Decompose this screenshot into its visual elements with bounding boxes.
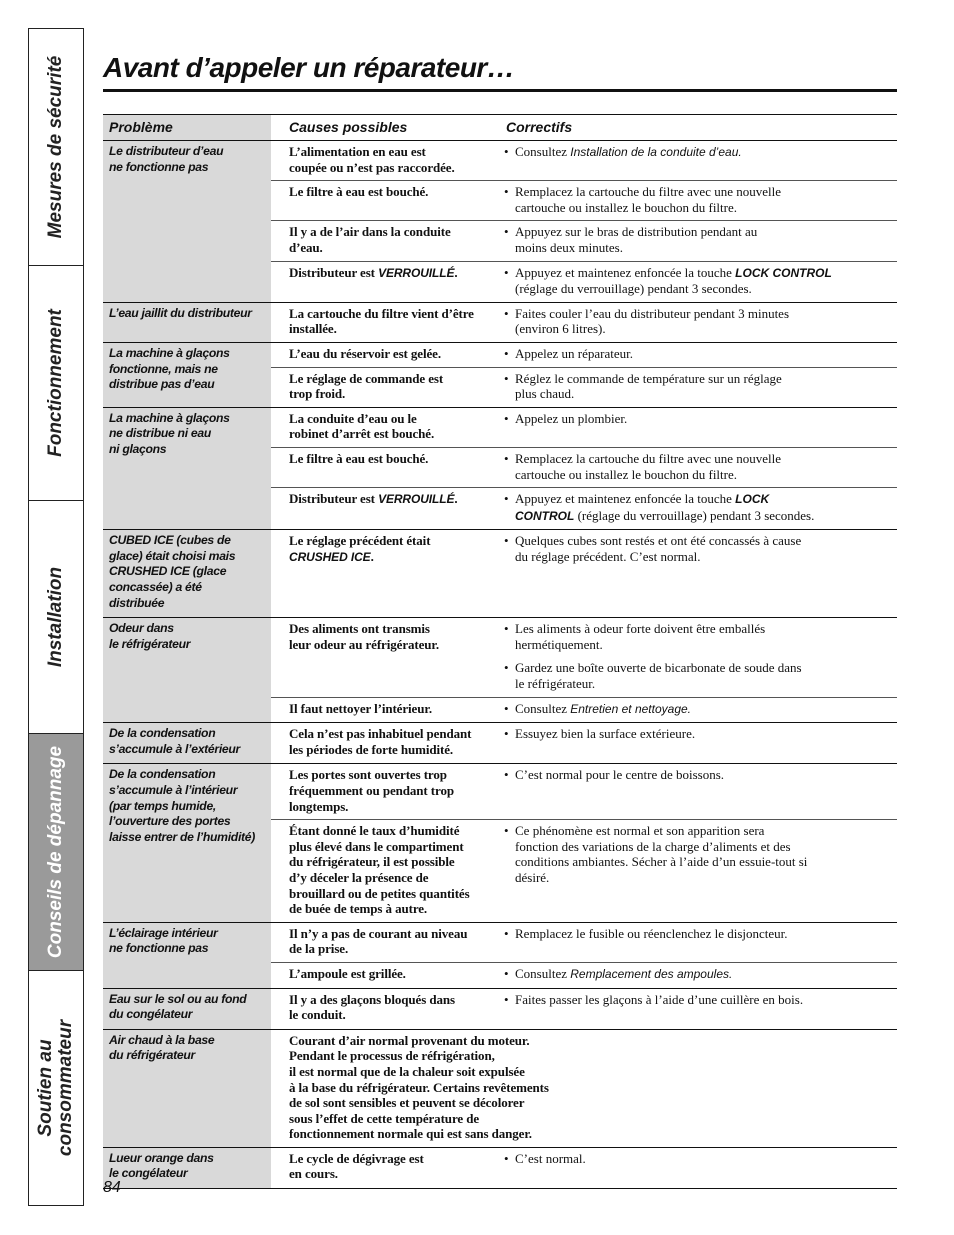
cause-cell: Le réglage de commande est trop froid. (289, 370, 444, 402)
fix-item (504, 411, 895, 427)
fix-item (504, 346, 895, 362)
fix-cell (500, 1148, 897, 1187)
cause-row (271, 923, 897, 963)
cause-row (271, 963, 897, 988)
fix-text-end: (réglage du verrouillage) pendant 3 secondes. (515, 281, 752, 297)
cause-row (271, 368, 897, 407)
fix-cell (500, 262, 897, 302)
tab-troubleshooting-label: Conseils de dépannage (45, 745, 66, 959)
table-row (103, 618, 897, 723)
cause-cell: Courant d’air normal provenant du moteur. Pendant le processus de réfrigération, il est normal que de la chaleur soit expulsée à la base du réfrigérateur. Certains revêtements de sol sont sensibles et peuvent se décolorer sous l’effet de cette température de fonctionnement normale qui est sans danger. (289, 1032, 549, 1142)
fix-item (504, 1151, 895, 1167)
bullet-icon: • (504, 767, 509, 783)
cause-text-end: . (370, 548, 374, 564)
fix-cell (500, 618, 897, 696)
bullet-icon: • (504, 621, 509, 637)
fix-text (515, 966, 895, 983)
fix-item (504, 966, 895, 983)
fix-item (504, 621, 895, 652)
cause-cell (271, 530, 500, 570)
fix-cell (500, 989, 897, 1028)
fix-text: C’est normal pour le centre de boissons. (515, 767, 725, 783)
bullet-icon: • (504, 660, 509, 676)
fix-cell (500, 530, 897, 570)
cause-cell: Il faut nettoyer l’intérieur. (289, 700, 432, 716)
bullet-icon: • (504, 450, 509, 466)
cause-text: Distributeur est (289, 491, 379, 507)
fix-text: Ce phénomène est normal et son apparition sera fonction des variations de la charge d’aliments et des conditions ambiantes. Sécher à l’aide d’un essuie-tout si désiré. (515, 823, 808, 885)
table-row (103, 723, 897, 764)
table-body (103, 141, 897, 1189)
causes-group (271, 408, 897, 530)
problem-cell: De la condensation s’accumule à l’intérieur (par temps humide, l’ouverture des portes laisse entrer de l’humidité) (103, 764, 271, 921)
cause-cell: Il y a des glaçons bloqués dans le conduit. (289, 991, 455, 1023)
fix-text: Appuyez sur le bras de distribution pendant au moins deux minutes. (515, 224, 758, 255)
title-rule (103, 89, 897, 92)
fix-cell (500, 343, 897, 367)
table-row (103, 303, 897, 343)
tab-installation-label: Installation (45, 566, 66, 668)
fix-item (504, 660, 895, 691)
fix-item (504, 767, 895, 783)
cause-cell: L’ampoule est grillée. (289, 965, 406, 981)
cause-text: Distributeur est (289, 264, 379, 280)
problem-cell: Air chaud à la base du réfrigérateur (103, 1030, 271, 1147)
bullet-icon: • (504, 965, 509, 981)
causes-group (271, 723, 897, 763)
fix-text (515, 491, 895, 524)
cause-row (271, 448, 897, 488)
cause-cell: Cela n’est pas inhabituel pendant les périodes de forte humidité. (289, 726, 472, 757)
fix-text (515, 144, 895, 161)
tab-consumer-support[interactable] (29, 971, 83, 1205)
fix-item (504, 224, 895, 255)
cause-cell: Le filtre à eau est bouché. (289, 184, 429, 200)
fix-text: Gardez une boîte ouverte de bicarbonate de soude dans le réfrigérateur. (515, 660, 802, 692)
table-row (103, 764, 897, 922)
table-row (103, 1030, 897, 1148)
cause-cell: L’alimentation en eau est coupée ou n’est pas raccordée. (289, 144, 455, 175)
problem-cell: Lueur orange dans le congélateur (103, 1148, 271, 1188)
fix-text: Remplacez le fusible ou réenclenchez le disjoncteur. (515, 925, 788, 941)
fix-reference: Remplacement des ampoules. (570, 966, 733, 981)
problem-cell: La machine à glaçons fonctionne, mais ne distribue pas d’eau (103, 343, 271, 407)
cause-emphasis: VERROUILLÉ (378, 265, 455, 280)
troubleshooting-table (103, 114, 897, 1189)
fix-text: Les aliments à odeur forte doivent être emballés hermétiquement. (515, 621, 766, 652)
bullet-icon: • (504, 700, 509, 716)
bullet-icon: • (504, 305, 509, 321)
table-row (103, 141, 897, 303)
fix-cell (500, 923, 897, 962)
bullet-icon: • (504, 264, 509, 280)
fix-key-label: LOCK CONTROL (735, 265, 832, 280)
fix-cell (500, 488, 897, 529)
fix-text: C’est normal. (515, 1150, 586, 1166)
tab-operation[interactable] (29, 266, 83, 501)
causes-group (271, 764, 897, 921)
bullet-icon: • (504, 224, 509, 240)
fix-key-label: LOCK CONTROL (515, 492, 770, 523)
header-fixes: Correctifs (506, 119, 573, 135)
fix-text: Essuyez bien la surface extérieure. (515, 726, 696, 742)
cause-row (271, 303, 897, 342)
cause-text: Le réglage précédent était (289, 533, 431, 549)
fix-cell (500, 181, 897, 220)
bullet-icon: • (504, 144, 509, 159)
bullet-icon: • (504, 533, 509, 549)
page-title: Avant d’appeler un réparateur… (103, 52, 515, 83)
header-problem: Problème (103, 115, 271, 140)
problem-cell: L’eau jaillit du distributeur (103, 303, 271, 342)
causes-group (271, 923, 897, 988)
fix-text: Quelques cubes sont restés et ont été concassés à cause du réglage précédent. C’est normal. (515, 533, 802, 564)
fix-item (504, 371, 895, 402)
tab-troubleshooting[interactable] (29, 734, 83, 971)
causes-group (271, 989, 897, 1029)
fix-item (504, 306, 895, 337)
fix-cell (500, 221, 897, 260)
fix-text: Appelez un plombier. (515, 410, 628, 426)
tab-consumer-support-label (36, 1020, 76, 1156)
cause-row (271, 408, 897, 448)
cause-row (271, 1030, 897, 1147)
cause-row (271, 181, 897, 221)
page-number: 84 (103, 1179, 121, 1196)
table-row (103, 989, 897, 1030)
fix-cell (500, 368, 897, 407)
cause-cell (271, 488, 500, 529)
causes-group (271, 618, 897, 722)
fix-cell (500, 408, 897, 447)
cause-row (271, 221, 897, 261)
bullet-icon: • (504, 370, 509, 386)
fix-reference: Installation de la conduite d’eau. (570, 145, 742, 159)
cause-cell: L’eau du réservoir est gelée. (289, 345, 441, 361)
fix-text (515, 265, 895, 297)
fix-text-start: Appuyez et maintenez enfoncée la touche (515, 264, 736, 280)
causes-group (271, 1148, 897, 1188)
problem-cell: L’éclairage intérieur ne fonctionne pas (103, 923, 271, 988)
fix-item (504, 533, 895, 564)
problem-cell: Eau sur le sol ou au fond du congélateur (103, 989, 271, 1029)
fix-text-start: Consultez (515, 700, 571, 716)
cause-cell (271, 262, 500, 302)
causes-group (271, 141, 897, 302)
cause-row (271, 764, 897, 820)
fix-item (504, 926, 895, 942)
fix-cell (500, 963, 897, 988)
fix-text (515, 701, 895, 718)
fix-text: Appelez un réparateur. (515, 345, 634, 361)
tab-operation-label: Fonctionnement (45, 309, 66, 457)
table-row (103, 923, 897, 989)
causes-group (271, 303, 897, 342)
fix-text-start: Consultez (515, 965, 571, 981)
fix-cell (500, 448, 897, 487)
causes-group (271, 1030, 897, 1147)
table-row (103, 530, 897, 618)
bullet-icon: • (504, 491, 509, 507)
fix-cell (500, 764, 897, 819)
fix-cell (500, 723, 897, 762)
cause-row (271, 488, 897, 529)
bullet-icon: • (504, 823, 509, 839)
problem-cell: La machine à glaçons ne distribue ni eau ni glaçons (103, 408, 271, 530)
fix-text: Remplacez la cartouche du filtre avec une nouvelle cartouche ou installez le bouchon du filtre. (515, 450, 782, 482)
cause-row (271, 343, 897, 368)
fix-item (504, 451, 895, 482)
tab-installation[interactable] (29, 501, 83, 734)
cause-cell: La cartouche du filtre vient d’être installée. (289, 305, 474, 337)
fix-text: Faites passer les glaçons à l’aide d’une cuillère en bois. (515, 991, 804, 1007)
fix-item (504, 726, 895, 742)
cause-row (271, 618, 897, 697)
cause-text-end: . (454, 491, 458, 507)
fix-text: Réglez le commande de température sur un réglage plus chaud. (515, 370, 782, 402)
fix-reference: Entretien et nettoyage. (570, 701, 691, 716)
problem-cell: Odeur dans le réfrigérateur (103, 618, 271, 722)
cause-cell: Des aliments ont transmis leur odeur au réfrigérateur. (289, 621, 440, 652)
cause-cell: Étant donné le taux d’humidité plus élevé dans le compartiment du réfrigérateur, il est possible d’y déceler la présence de brouillard ou de petites quantités de buée de temps à autre. (289, 823, 470, 917)
table-row (103, 343, 897, 408)
fix-item (504, 823, 895, 885)
cause-row (271, 1148, 897, 1187)
fix-text-start: Appuyez et maintenez enfoncée la touche (515, 491, 736, 507)
tab-consumer-support-line1: Soutien au (35, 1039, 56, 1137)
cause-cell: Il y a de l’air dans la conduite d’eau. (289, 224, 451, 255)
cause-row (271, 698, 897, 723)
cause-text-end: . (454, 264, 458, 280)
table-header (103, 114, 897, 141)
cause-row (271, 723, 897, 762)
cause-row (271, 530, 897, 570)
cause-cell: Les portes sont ouvertes trop fréquemment ou pendant trop longtemps. (289, 767, 454, 814)
bullet-icon: • (504, 726, 509, 742)
cause-cell: Le filtre à eau est bouché. (289, 450, 429, 466)
fix-item (504, 184, 895, 215)
fix-item (504, 701, 895, 718)
fix-text: Faites couler l’eau du distributeur pendant 3 minutes (environ 6 litres). (515, 305, 790, 337)
fix-item (504, 144, 895, 161)
bullet-icon: • (504, 991, 509, 1007)
table-row (103, 1148, 897, 1189)
fix-text-end: (réglage du verrouillage) pendant 3 secondes. (574, 507, 815, 523)
cause-cell: Le cycle de dégivrage est en cours. (289, 1150, 424, 1182)
tab-safety-label: Mesures de sécurité (45, 55, 66, 239)
fix-text: Remplacez la cartouche du filtre avec une nouvelle cartouche ou installez le bouchon du filtre. (515, 184, 782, 215)
cause-row (271, 141, 897, 181)
causes-group (271, 530, 897, 617)
fix-cell (500, 141, 897, 180)
section-tabs (28, 28, 84, 1206)
bullet-icon: • (504, 925, 509, 941)
problem-cell: De la condensation s’accumule à l’extérieur (103, 723, 271, 763)
fix-cell (500, 698, 897, 723)
cause-emphasis: VERROUILLÉ (378, 492, 455, 507)
cause-row (271, 262, 897, 302)
causes-group (271, 343, 897, 407)
bullet-icon: • (504, 1150, 509, 1166)
cause-cell: Il n’y a pas de courant au niveau de la prise. (289, 925, 468, 957)
tab-safety[interactable] (29, 29, 83, 266)
tab-consumer-support-line2: consommateur (55, 1019, 76, 1157)
problem-cell: Le distributeur d’eau ne fonctionne pas (103, 141, 271, 302)
header-causes: Causes possibles (289, 119, 408, 135)
cause-cell: La conduite d’eau ou le robinet d’arrêt est bouché. (289, 410, 435, 442)
fix-text-start: Consultez (515, 144, 571, 159)
problem-cell: CUBED ICE (cubes de glace) était choisi mais CRUSHED ICE (glace concassée) a été distribuée (103, 530, 271, 617)
fix-item (504, 992, 895, 1008)
table-row (103, 408, 897, 531)
cause-row (271, 820, 897, 922)
bullet-icon: • (504, 184, 509, 200)
cause-row (271, 989, 897, 1028)
fix-item (504, 491, 895, 524)
bullet-icon: • (504, 410, 509, 426)
fix-cell (500, 820, 897, 922)
cause-emphasis: CRUSHED ICE (289, 549, 371, 564)
fix-item (504, 265, 895, 297)
bullet-icon: • (504, 345, 509, 361)
fix-cell (500, 303, 897, 342)
